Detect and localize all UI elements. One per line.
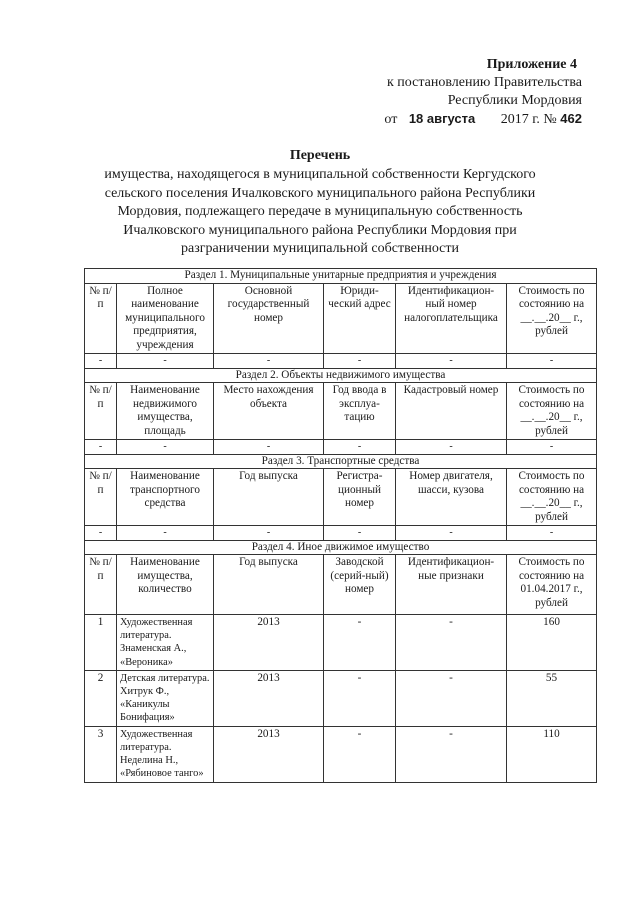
subject-line: сельского поселения Ичалковского муниципального района Республики <box>104 185 536 201</box>
date-prefix: от <box>384 112 398 127</box>
table-cell: - <box>507 440 597 455</box>
section-title: Раздел 3. Транспортные средства <box>85 454 597 469</box>
column-header: Полное наименование муниципального предприятия, учреждения <box>117 283 214 354</box>
column-header: Наименование недвижимого имущества, площадь <box>117 383 214 440</box>
column-header: Наименование транспортного средства <box>117 469 214 526</box>
column-header: № п/п <box>85 283 117 354</box>
table-cell: - <box>117 440 214 455</box>
column-header: Стоимость по состоянию на __.__.20__ г., рублей <box>507 283 597 354</box>
column-header: Год выпуска <box>214 555 324 615</box>
table-row <box>85 726 597 782</box>
column-header: № п/п <box>85 469 117 526</box>
column-header: Год выпуска <box>214 469 324 526</box>
table-cell: 55 <box>507 670 597 726</box>
section-title-row <box>85 269 597 284</box>
table-cell: 2 <box>85 670 117 726</box>
table-cell: - <box>117 354 214 369</box>
column-header: Наименование имущества, количество <box>117 555 214 615</box>
document-title: Перечень <box>289 148 351 163</box>
table-cell: - <box>507 354 597 369</box>
date-day-month: 18 августа <box>408 111 476 126</box>
section-header-row <box>85 283 597 354</box>
table-row <box>85 354 597 369</box>
table-cell: - <box>324 726 396 782</box>
table-cell: - <box>396 354 507 369</box>
section-header-row <box>85 555 597 615</box>
date-year: 2017 г. № <box>500 112 557 127</box>
table-cell: - <box>396 726 507 782</box>
table-row <box>85 440 597 455</box>
table-cell: - <box>324 440 396 455</box>
property-table <box>84 268 597 783</box>
column-header: Юриди-ческий адрес <box>324 283 396 354</box>
table-cell: Художественная литература. Знаменская А., «Вероника» <box>117 615 214 671</box>
table-cell: 2013 <box>214 726 324 782</box>
column-header: Стоимость по состоянию на __.__.20__ г., рублей <box>507 469 597 526</box>
table-cell: - <box>507 526 597 541</box>
table-row <box>85 526 597 541</box>
table-cell: 2013 <box>214 615 324 671</box>
table-cell: - <box>324 615 396 671</box>
table-cell: - <box>85 440 117 455</box>
table-cell: 110 <box>507 726 597 782</box>
table-cell: - <box>396 615 507 671</box>
column-header: Кадастровый номер <box>396 383 507 440</box>
table-cell: - <box>396 526 507 541</box>
appendix-line-1: к постановлению Правительства <box>386 75 582 90</box>
section-title-row <box>85 454 597 469</box>
column-header: Идентификацион-ный номер налогоплательщика <box>396 283 507 354</box>
table-cell: - <box>324 670 396 726</box>
table-row <box>85 670 597 726</box>
appendix-line-2: Республики Мордовия <box>447 93 582 108</box>
subject-line: имущества, находящегося в муниципальной собственности Кергудского <box>104 167 536 182</box>
appendix-title: Приложение 4 <box>486 57 577 72</box>
section-title: Раздел 2. Объекты недвижимого имущества <box>85 368 597 383</box>
column-header: Регистра-ционный номер <box>324 469 396 526</box>
table-row <box>85 615 597 671</box>
table-cell: Детская литература. Хитрук Ф., «Каникулы Бонифация» <box>117 670 214 726</box>
table-cell: 2013 <box>214 670 324 726</box>
column-header: Основной государственный номер <box>214 283 324 354</box>
subject-line: Ичалковского муниципального района Республики Мордовия при <box>123 222 517 238</box>
table-cell: 3 <box>85 726 117 782</box>
table-cell: 1 <box>85 615 117 671</box>
property-table-body <box>85 269 597 783</box>
section-title-row <box>85 368 597 383</box>
appendix-date-line <box>384 110 582 129</box>
subject-line: Мордовия, подлежащего передаче в муниципальную собственность <box>117 204 523 219</box>
column-header: № п/п <box>85 555 117 615</box>
table-cell: - <box>396 440 507 455</box>
appendix-header <box>384 56 582 129</box>
table-cell: - <box>214 354 324 369</box>
section-title-row <box>85 540 597 555</box>
section-title: Раздел 1. Муниципальные унитарные предприятия и учреждения <box>85 269 597 284</box>
table-cell: 160 <box>507 615 597 671</box>
column-header: Место нахождения объекта <box>214 383 324 440</box>
column-header: Год ввода в эксплуа-тацию <box>324 383 396 440</box>
table-cell: - <box>324 526 396 541</box>
table-cell: - <box>214 526 324 541</box>
subject-line: разграничении муниципальной собственности <box>181 241 459 256</box>
table-cell: - <box>85 526 117 541</box>
table-cell: - <box>214 440 324 455</box>
table-cell: - <box>324 354 396 369</box>
column-header: Идентификацион-ные признаки <box>396 555 507 615</box>
column-header: Номер двигателя, шасси, кузова <box>396 469 507 526</box>
column-header: Заводской (серий-ный) номер <box>324 555 396 615</box>
table-cell: Художественная литература. Неделина Н., «Рябиновое танго» <box>117 726 214 782</box>
column-header: Стоимость по состоянию на 01.04.2017 г., рублей <box>507 555 597 615</box>
table-cell: - <box>85 354 117 369</box>
section-header-row <box>85 383 597 440</box>
section-title: Раздел 4. Иное движимое имущество <box>85 540 597 555</box>
section-header-row <box>85 469 597 526</box>
date-number: 462 <box>560 111 582 126</box>
table-cell: - <box>396 670 507 726</box>
document-subject <box>80 166 560 259</box>
column-header: Стоимость по состоянию на __.__.20__ г., рублей <box>507 383 597 440</box>
column-header: № п/п <box>85 383 117 440</box>
table-cell: - <box>117 526 214 541</box>
